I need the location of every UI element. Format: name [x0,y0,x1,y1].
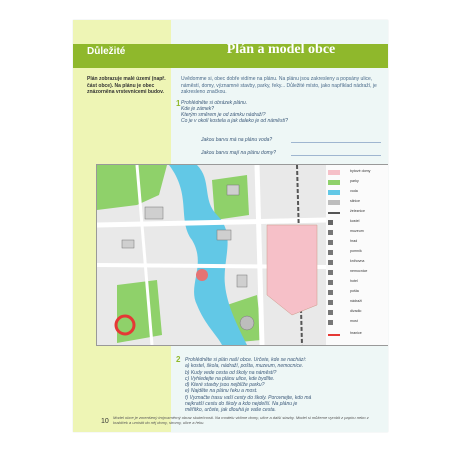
post-icon [328,290,333,295]
museum-icon [328,230,333,235]
task1-number: 1 [176,99,181,108]
sidebar-text: Plán zobrazuje malé území (např. část obce). Na plánu je obec znázorněna vrstevnicemi budov. [87,76,166,95]
bridge-icon [328,320,333,325]
monument-icon [328,250,333,255]
park-area [212,175,249,220]
legend-item: divadlo [328,309,388,317]
castle-icon [328,240,333,245]
legend-item: hotel [328,279,388,287]
page-number: 10 [101,418,109,425]
hospital-icon [328,270,333,275]
legend-swatch [328,190,340,195]
legend-item: muzeum [328,229,388,237]
building [217,230,231,240]
legend-item: voda [328,189,388,197]
legend-swatch [328,334,340,336]
legend-item: kostel [328,219,388,227]
square [240,316,254,330]
legend-item: most [328,319,388,327]
legend-item: bytové domy [328,169,388,177]
task1-line: Kterým směrem je od zámku nádraží? [181,112,266,118]
task2-text [185,357,375,414]
task2-line: a) kostel, škola, nádraží, pošta, muzeum, nemocnice. [185,363,304,370]
legend-item: parky [328,179,388,187]
task2-line: f) Vyznačte trasu vaší cesty do školy. Porovnejte, kdo má [185,394,312,401]
castle-marker [196,269,208,281]
legend-swatch [328,200,340,205]
building [145,207,163,219]
legend-item: nádraží [328,299,388,307]
legend-item: knihovna [328,259,388,267]
task2-line: nejkratší cestu do školy a kdo nejdelší. Na plánu je [185,401,298,408]
building [122,240,134,248]
building [237,275,247,287]
task2-number: 2 [176,355,181,364]
footer-note: Model obce je zmenšený trojrozměrný obraz skutečnosti. Na modelu vidíme domy, ulice a další stavby. Model si můžeme vyrobit z papíru nebo z krabiček a umístit do něj domy, stromy, ulice a řeku. [113,415,369,425]
map-legend [326,164,388,346]
legend-item: silnice [328,199,388,207]
task1-text [181,100,381,124]
task2-line: b) Kudy vede cesta od školy na náměstí? [185,369,277,376]
legend-swatch [328,170,340,175]
task2-line: e) Najděte na plánu řeku a most. [185,388,258,395]
church-icon [328,220,333,225]
task2-line: c) Vyhledejte na plánu ulice, kde bydlíte. [185,375,275,382]
answer-line-water: Jakou barvu má na plánu voda? [201,137,381,145]
sidebar-title: Důležité [87,46,126,57]
legend-swatch [328,180,340,185]
library-icon [328,260,333,265]
task1-line: Kde je zámek? [181,106,215,112]
hotel-icon [328,280,333,285]
theatre-icon [328,310,333,315]
task1-line: Co je v okolí kostela a jak daleko je od náměstí? [181,118,289,124]
legend-item: hranice [328,331,388,339]
task2-line: Prohlédněte si plán naší obce. Určete, kde se nachází: [185,357,307,363]
legend-item: pošta [328,289,388,297]
legend-item: pomník [328,249,388,257]
legend-item: nemocnice [328,269,388,277]
building [227,185,239,195]
task1-line: Prohlédněte si obrázek plánu. [181,100,248,106]
train-station-icon [328,300,333,305]
legend-swatch [328,212,340,214]
textbook-page [73,20,388,432]
legend-item: železnice [328,209,388,217]
legend-item: hrad [328,239,388,247]
intro-text: Uvědomme si, obec dobře vidíme na plánu. Na plánu jsou zakresleny a popsány ulice, náměstí, domy, významné stavby, parky, řeky... Důležité místo, jako například nádraží, je zakresleno značkou. [181,76,377,95]
map-illustration [97,165,327,345]
answer-line-houses: Jakou barvu mají na plánu domy? [201,150,381,158]
task2-line: d) Které stavby jsou nejblíže parku? [185,382,265,389]
town-plan-map [96,164,328,346]
task2-line: měřítko, určete, jak dlouhá je vaše cesta. [185,407,276,414]
page-title: Plán a model obce [226,42,336,57]
